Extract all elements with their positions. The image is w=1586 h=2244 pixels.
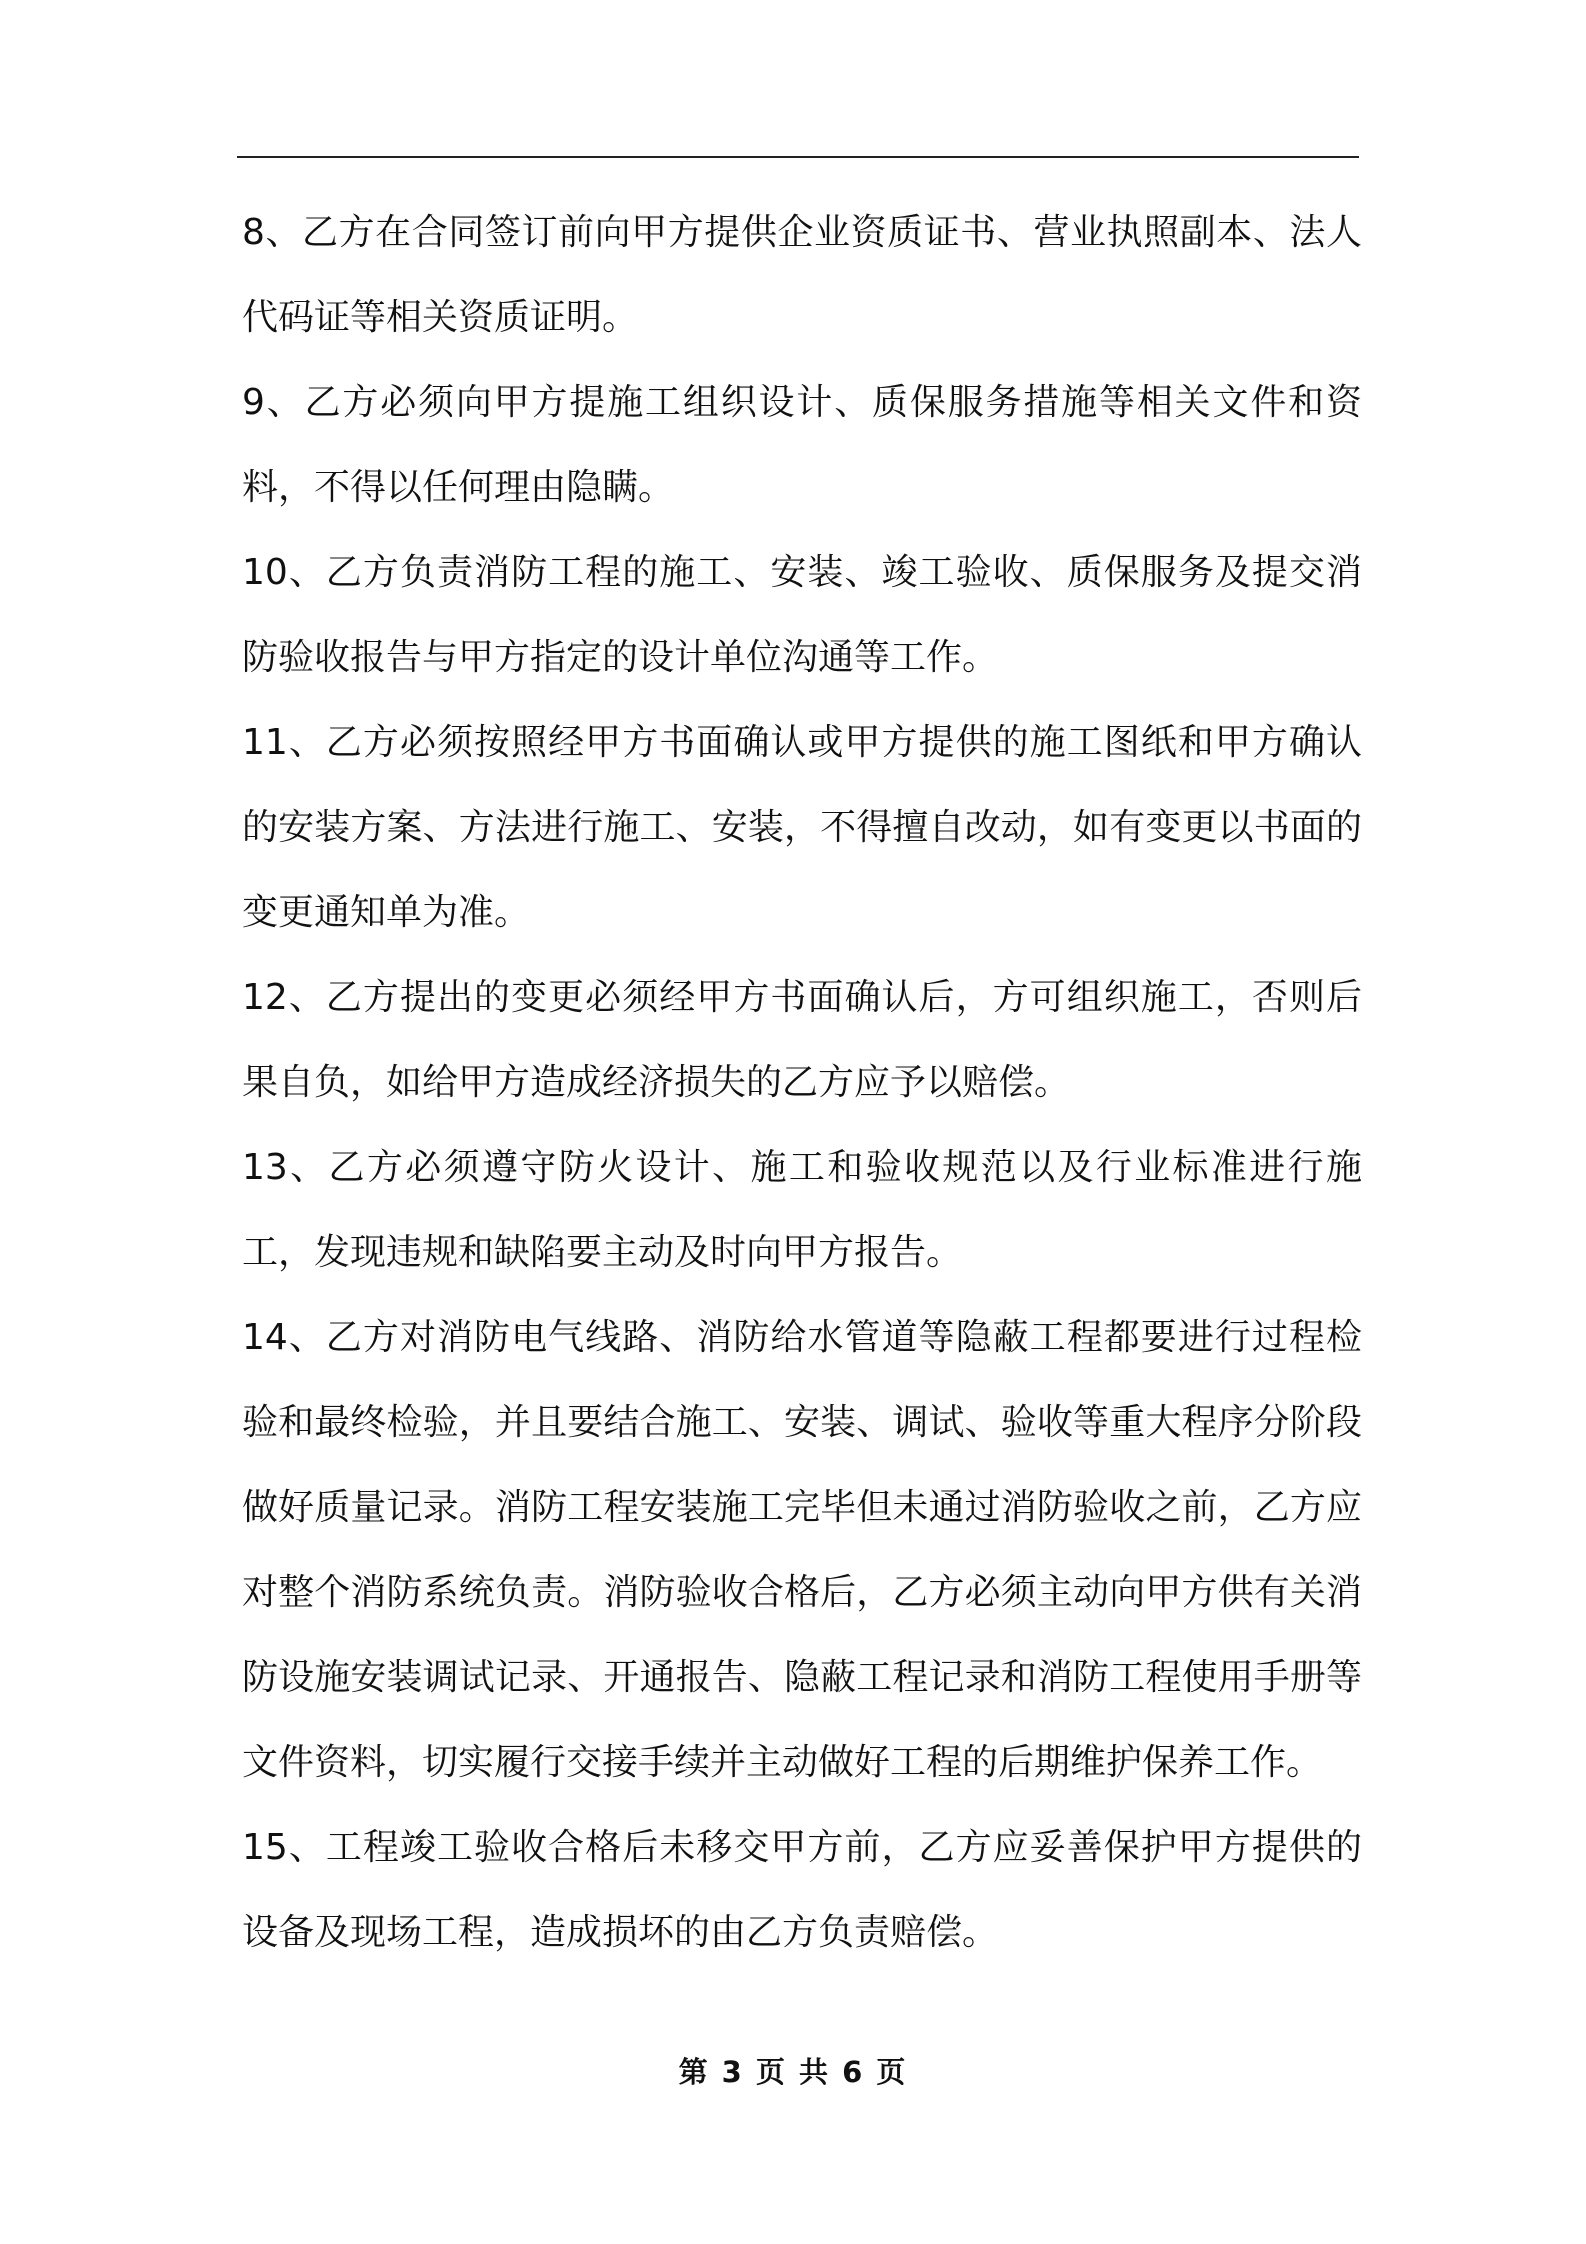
clause-11: 11、乙方必须按照经甲方书面确认或甲方提供的施工图纸和甲方确认的安装方案、方法进行施工、安装，不得擅自改动，如有变更以书面的变更通知单为准。 xyxy=(242,722,1362,933)
header-rule xyxy=(237,156,1359,158)
page-number: 第 3 页 共 6 页 xyxy=(678,2055,908,2089)
clause-8: 8、乙方在合同签订前向甲方提供企业资质证书、营业执照副本、法人代码证等相关资质证明。 xyxy=(242,212,1362,338)
document-body xyxy=(242,190,1362,1975)
clause-12: 12、乙方提出的变更必须经甲方书面确认后，方可组织施工，否则后果自负，如给甲方造成经济损失的乙方应予以赔偿。 xyxy=(242,977,1362,1103)
clause-15: 15、工程竣工验收合格后未移交甲方前，乙方应妥善保护甲方提供的设备及现场工程，造成损坏的由乙方负责赔偿。 xyxy=(242,1827,1362,1953)
clause-13: 13、乙方必须遵守防火设计、施工和验收规范以及行业标准进行施工，发现违规和缺陷要主动及时向甲方报告。 xyxy=(242,1147,1362,1273)
clause-9: 9、乙方必须向甲方提施工组织设计、质保服务措施等相关文件和资料，不得以任何理由隐瞒。 xyxy=(242,382,1362,508)
clause-10: 10、乙方负责消防工程的施工、安装、竣工验收、质保服务及提交消防验收报告与甲方指定的设计单位沟通等工作。 xyxy=(242,552,1362,678)
clause-14: 14、乙方对消防电气线路、消防给水管道等隐蔽工程都要进行过程检验和最终检验，并且要结合施工、安装、调试、验收等重大程序分阶段做好质量记录。消防工程安装施工完毕但未通过消防验收之前，乙方应对整个消防系统负责。消防验收合格后，乙方必须主动向甲方供有关消防设施安装调试记录、开通报告、隐蔽工程记录和消防工程使用手册等文件资料，切实履行交接手续并主动做好工程的后期维护保养工作。 xyxy=(242,1317,1362,1783)
